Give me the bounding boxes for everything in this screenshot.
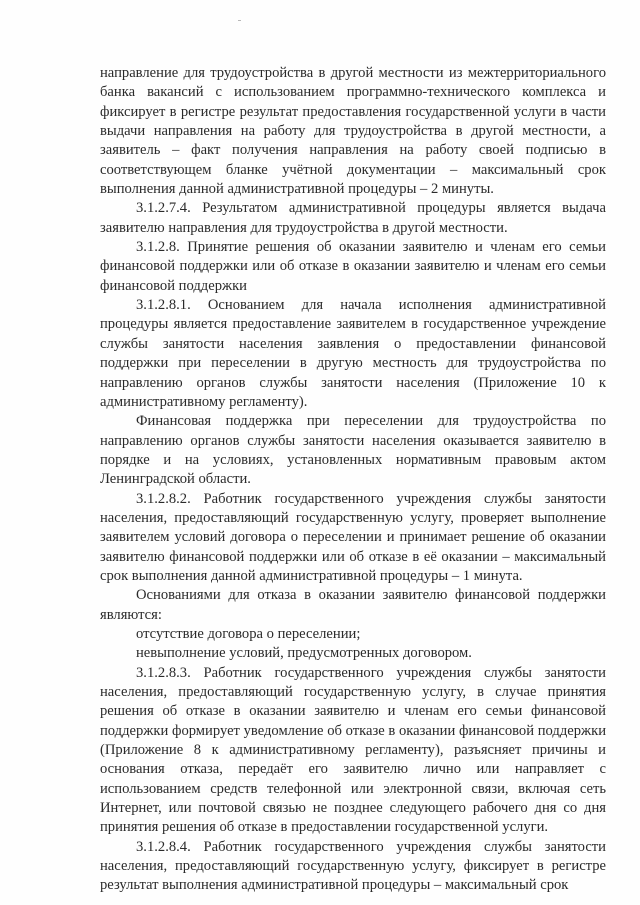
scan-mark — [238, 20, 241, 21]
document-body — [100, 64, 606, 896]
paragraph-financial-support: Финансовая поддержка при переселении для трудоустройства по направлению органов службы занятости населения оказывается заявителю в порядке и на условиях, установленных нормативным правовым актом Ленинградской области. — [100, 413, 606, 488]
paragraph-refusal-grounds: Основаниями для отказа в оказании заявителю финансовой поддержки являются: — [100, 587, 606, 623]
paragraph-3-1-2-8-heading: 3.1.2.8. Принятие решения об оказании заявителю и членам его семьи финансовой поддержки или об отказе в оказании заявителю и членам его семьи финансовой поддержки — [100, 239, 606, 294]
paragraph-3-1-2-8-1: 3.1.2.8.1. Основанием для начала исполнения административной процедуры является предоставление заявителем в государственное учреждение службы занятости населения заявления о предоставлении финансовой поддержки при переселении в другую местность для трудоустройства по направлению органов службы занятости населения (Приложение 10 к административному регламенту). — [100, 297, 606, 410]
paragraph-3-1-2-8-3: 3.1.2.8.3. Работник государственного учреждения службы занятости населения, предоставляющий государственную услугу, в случае принятия решения об отказе в оказании заявителю и членам его семьи финансовой поддержки формирует уведомление об отказе в оказании финансовой поддержки (Приложение 8 к административному регламенту), разъясняет причины и основания отказа, передаёт его заявителю лично или направляет с использованием средств телефонной или электронной связи, включая сеть Интернет, или почтовой связью не позднее следующего рабочего дня со дня принятия решения об отказе в предоставлении государственной услуги. — [100, 664, 606, 836]
paragraph-3-1-2-8-4: 3.1.2.8.4. Работник государственного учреждения службы занятости населения, предоставляющий государственную услугу, фиксирует в регистре результат выполнения административной процедуры – максимальный срок — [100, 838, 606, 894]
paragraph-3-1-2-7-4: 3.1.2.7.4. Результатом административной процедуры является выдача заявителю направления для трудоустройства в другой местности. — [100, 200, 606, 236]
paragraph-continuation: направление для трудоустройства в другой местности из межтерриториального банка вакансий с использованием программно-технического комплекса и фиксирует в регистре результат предоставления государственной услуги в части выдачи направления на работу для трудоустройства в другой местности, а заявитель – факт получения направления на работу своей подписью в соответствующем бланке учётной документации – максимальный срок выполнения данной административной процедуры – 2 минуты. — [100, 65, 606, 198]
list-item-conditions-not-met: невыполнение условий, предусмотренных договором. — [136, 645, 472, 662]
paragraph-3-1-2-8-2: 3.1.2.8.2. Работник государственного учреждения службы занятости населения, предоставляющий государственную услугу, проверяет выполнение заявителем условий договора о переселении и принимает решение об оказании заявителю финансовой поддержки или об отказе в её оказании – максимальный срок выполнения данной административной процедуры – 1 минута. — [100, 490, 606, 584]
list-item-no-contract: отсутствие договора о переселении; — [136, 625, 361, 642]
